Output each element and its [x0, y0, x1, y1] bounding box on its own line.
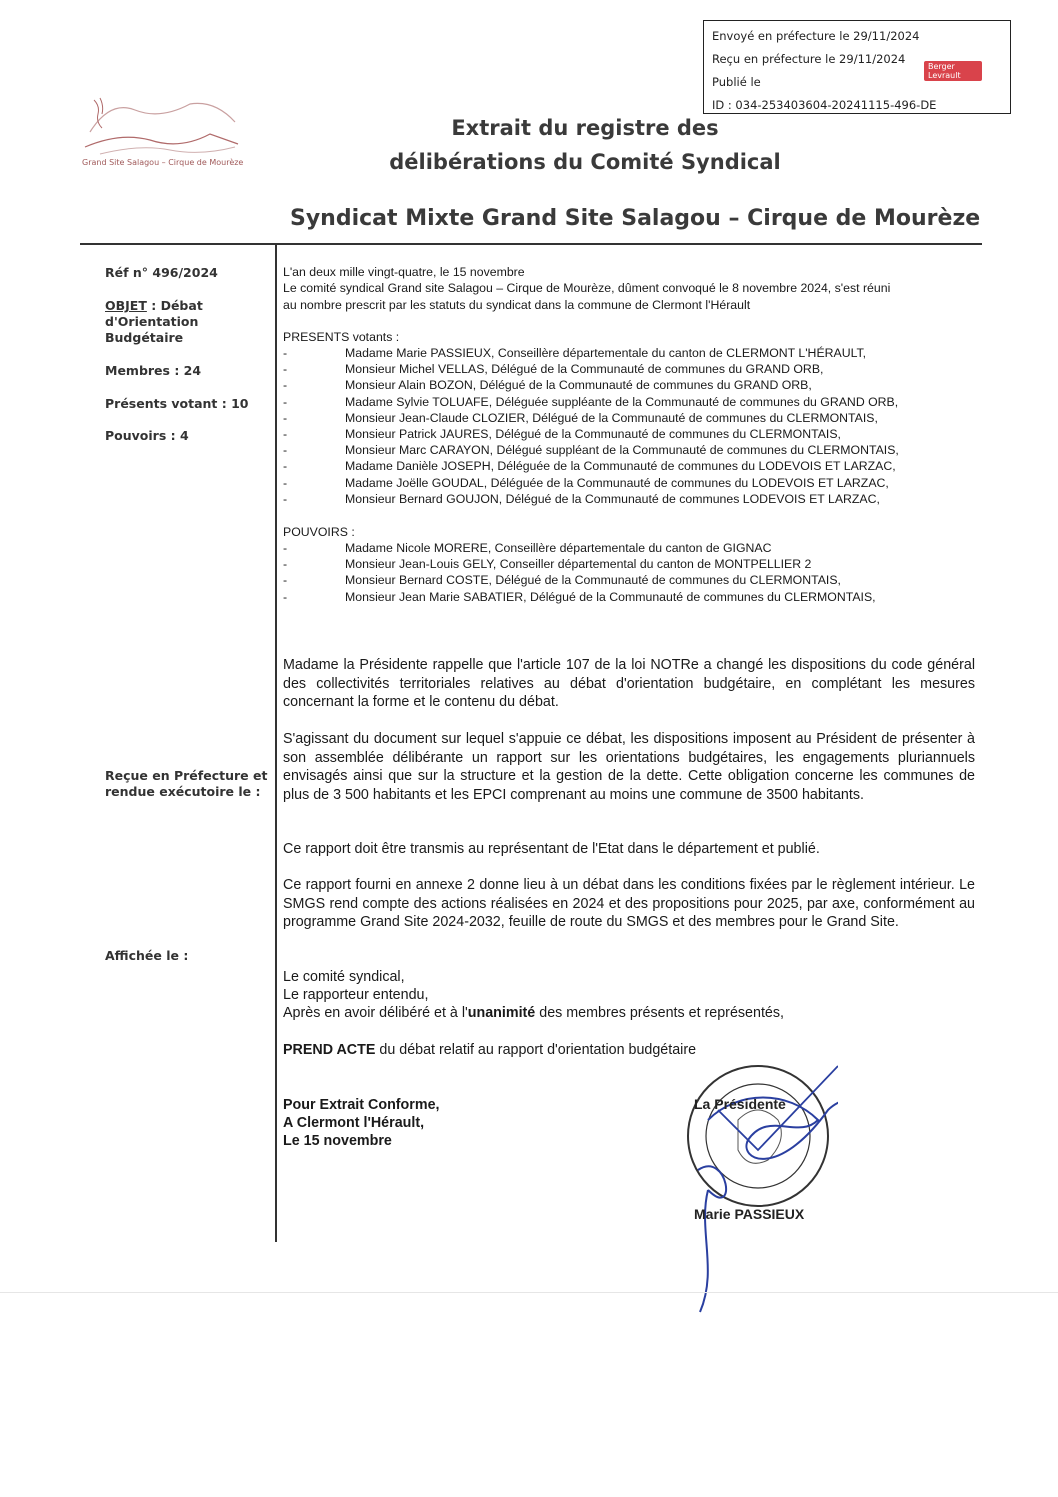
paragraph-rapport: S'agissant du document sur lequel s'appuie ce débat, les dispositions imposent au Président de présenter à son assemblée délibérante un rapport sur les orientations budgétaires, les engagements pluriannuels envisagés ainsi que sur la structure et la gestion de la dette. Cette obligation concerne les communes de plus de 3 500 habitants et les EPCI comprenant au moins une commune de 3500 habitants.: [283, 731, 975, 803]
attendee-name: Monsieur Bernard GOUJON, Délégué de la Communauté de communes LODEVOIS ET LARZAC,: [345, 491, 880, 506]
reference-number: Réf n° 496/2024: [105, 265, 218, 280]
president-title: La Présidente: [694, 1096, 786, 1112]
membres-count: Membres : 24: [105, 363, 202, 378]
attendee-name: Monsieur Bernard COSTE, Délégué de la Communauté de communes du CLERMONTAIS,: [345, 573, 841, 588]
title-line-1: Extrait du registre des: [451, 116, 719, 140]
attendee-name: Monsieur Jean-Louis GELY, Conseiller départemental du canton de MONTPELLIER 2: [345, 557, 812, 572]
extrait-conforme: Pour Extrait Conforme,: [283, 1097, 440, 1113]
attendee-row: [283, 491, 975, 507]
paragraph-notre: Madame la Présidente rappelle que l'article 107 de la loi NOTRe a changé les dispositions du code général des collectivités territoriales relatives au débat d'orientation budgétaire, en complétant les mesures concernant la forme et le contenu du débat.: [283, 657, 975, 710]
list-dash: -: [283, 378, 288, 393]
attendee-name: Monsieur Patrick JAURES, Délégué de la Communauté de communes du CLERMONTAIS,: [345, 426, 841, 441]
attendee-name: Monsieur Alain BOZON, Délégué de la Communauté de communes du GRAND ORB,: [345, 378, 812, 393]
list-dash: -: [283, 346, 288, 360]
attendee-row: [283, 442, 975, 458]
paragraph-annexe: Ce rapport fourni en annexe 2 donne lieu à un débat dans les conditions fixées par le règlement intérieur. Le SMGS rend compte des actions réalisées en 2024 et des propositions pour 2025, par axe, conformément au programme Grand Site 2024-2032, feuille de route du SMGS et des membres pour le Grand Site.: [283, 877, 975, 930]
presents-list: [283, 345, 975, 507]
presents-heading: PRESENTS votants :: [283, 330, 400, 344]
attendee-row: [283, 377, 975, 393]
column-divider: [275, 244, 277, 1242]
attendee-name: Madame Sylvie TOLUAFE, Déléguée suppléante de la Communauté de communes du GRAND ORB,: [345, 394, 899, 409]
paragraph-transmission: Ce rapport doit être transmis au représentant de l'Etat dans le département et publié.: [283, 841, 820, 857]
list-dash: -: [283, 491, 288, 506]
list-dash: -: [283, 410, 288, 425]
list-dash: -: [283, 394, 288, 409]
attendee-row: [283, 345, 975, 361]
stamp-id: ID : 034-253403604-20241115-496-DE: [712, 98, 937, 112]
attendee-name: Madame Marie PASSIEUX, Conseillère départementale du canton de CLERMONT L'HÉRAULT,: [345, 346, 867, 360]
organization-name: Syndicat Mixte Grand Site Salagou – Cirque de Mourèze: [290, 206, 981, 231]
decision-line: PREND ACTE du débat relatif au rapport d'orientation budgétaire: [283, 1042, 697, 1058]
pouvoirs-count: Pouvoirs : 4: [105, 428, 189, 443]
attendee-row: [283, 458, 975, 474]
header-divider: [80, 243, 982, 245]
berger-levrault-logo: Berger Levrault: [924, 61, 982, 81]
attendee-row: [283, 410, 975, 426]
stamp-sent: Envoyé en préfecture le 29/11/2024: [712, 29, 920, 43]
attendee-row: [283, 475, 975, 491]
stamp-received: Reçu en préfecture le 29/11/2024: [712, 52, 906, 66]
rapporteur-line: Le rapporteur entendu,: [283, 987, 429, 1003]
attendee-row: [283, 394, 975, 410]
attendee-name: Monsieur Michel VELLAS, Délégué de la Communauté de communes du GRAND ORB,: [345, 362, 824, 377]
pouvoirs-list: [283, 540, 975, 605]
official-seal-and-signature: [678, 1050, 838, 1320]
attendee-row: [283, 361, 975, 377]
list-dash: -: [283, 541, 288, 555]
attendee-row: [283, 589, 975, 605]
prefecture-stamp: [703, 20, 1011, 114]
attendee-name: Monsieur Marc CARAYON, Délégué suppléant de la Communauté de communes du CLERMONTAIS,: [345, 443, 899, 458]
list-dash: -: [283, 426, 288, 441]
attendee-row: [283, 426, 975, 442]
title-line-2: délibérations du Comité Syndical: [389, 150, 781, 174]
list-dash: -: [283, 557, 288, 572]
logo-caption: Grand Site Salagou – Cirque de Mourèze: [82, 158, 244, 167]
list-dash: -: [283, 443, 288, 458]
attendee-name: Monsieur Jean Marie SABATIER, Délégué de la Communauté de communes du CLERMONTAIS,: [345, 589, 876, 604]
list-dash: -: [283, 475, 288, 490]
presents-count: Présents votant : 10: [105, 396, 249, 411]
list-dash: -: [283, 589, 288, 604]
objet-block: OBJET : Débat d'Orientation Budgétaire: [105, 298, 203, 345]
list-dash: -: [283, 362, 288, 377]
attendee-name: Monsieur Jean-Claude CLOZIER, Délégué de la Communauté de communes du CLERMONTAIS,: [345, 410, 878, 425]
list-dash: -: [283, 573, 288, 588]
page-bottom-line: [0, 1292, 1058, 1293]
president-name: Marie PASSIEUX: [694, 1206, 805, 1222]
prefecture-receipt-label: Reçue en Préfecture et rendue exécutoire le :: [105, 768, 268, 799]
attendee-row: [283, 572, 975, 588]
objet-label: OBJET: [105, 298, 147, 313]
comite-line: Le comité syndical,: [283, 969, 405, 985]
attendee-name: Madame Nicole MORERE, Conseillère départementale du canton de GIGNAC: [345, 541, 772, 555]
stamp-published: Publié le: [712, 75, 761, 89]
affichee-label: Affichée le :: [105, 948, 189, 963]
attendee-row: [283, 540, 975, 556]
pouvoirs-heading: POUVOIRS :: [283, 525, 355, 539]
deliberation-line: Après en avoir délibéré et à l'unanimité des membres présents et représentés,: [283, 1005, 784, 1021]
attendee-row: [283, 556, 975, 572]
signature-place: A Clermont l'Hérault,: [283, 1115, 425, 1131]
intro-block: L'an deux mille vingt-quatre, le 15 novembre Le comité syndical Grand site Salagou – Cirque de Mourèze, dûment convoqué le 8 novembre 2024, s'est réuni au nombre prescrit par les statuts du syndicat dans la commune de Clermont l'Hérault: [283, 265, 891, 312]
list-dash: -: [283, 459, 288, 474]
signature-date: Le 15 novembre: [283, 1133, 392, 1149]
attendee-name: Madame Danièle JOSEPH, Déléguée de la Communauté de communes du LODEVOIS ET LARZAC,: [345, 459, 896, 474]
attendee-name: Madame Joëlle GOUDAL, Déléguée de la Communauté de communes du LODEVOIS ET LARZAC,: [345, 475, 889, 490]
